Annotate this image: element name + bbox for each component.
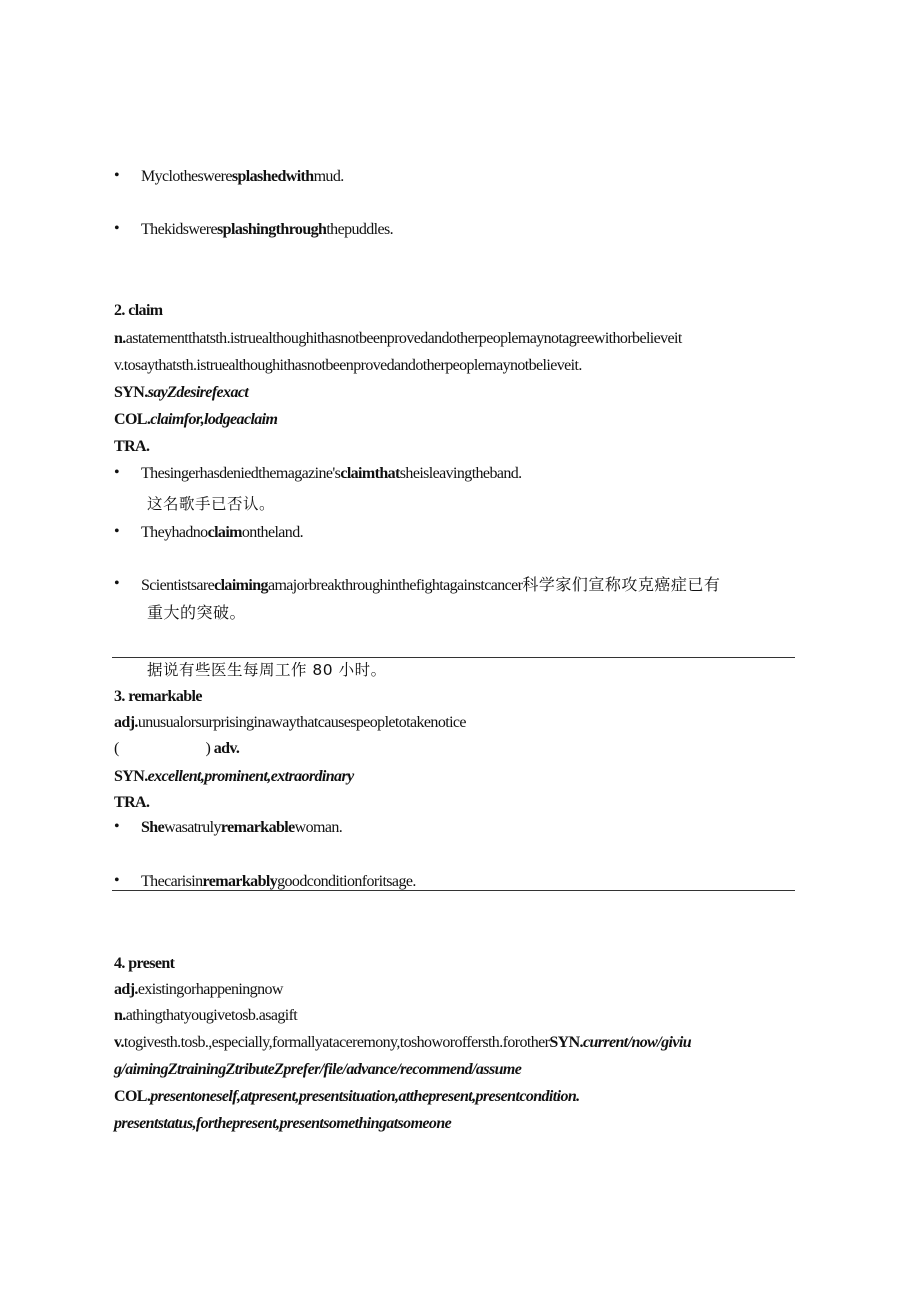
collocation-list: claimfor,lodgeaclaim (150, 411, 278, 428)
example-sentence (141, 872, 416, 892)
synonyms-continued (114, 1060, 521, 1080)
keyword: She (141, 819, 165, 836)
pos-label: n. (114, 330, 126, 347)
collocation-list: presentoneself,atpresent,presentsituation,atthepresent,presentcondition. (150, 1088, 580, 1105)
adverb-blank (114, 739, 239, 759)
translation: 科学家们宣称攻克癌症已有 (522, 575, 721, 594)
text: goodconditionforitsage. (277, 873, 416, 890)
text: ontheland. (241, 524, 304, 541)
bullet: • (114, 872, 120, 889)
bullet: • (114, 220, 120, 237)
noun-definition (114, 329, 682, 349)
synonym-list: excellent,prominent,extraordinary (147, 768, 354, 785)
keyword: claim (207, 524, 242, 541)
synonyms (114, 767, 354, 787)
text: Theyhadno (141, 524, 208, 541)
bullet: • (114, 575, 120, 592)
text: Thesingerhasdeniedthemagazine's (141, 465, 341, 482)
text: mud. (313, 168, 344, 185)
col-label: COL. (114, 1088, 151, 1105)
text: Thecarisin (141, 873, 203, 890)
adj-definition (114, 980, 283, 1000)
text: sheisleavingtheband. (399, 465, 522, 482)
synonym-list: sayZdesirefexact (147, 384, 249, 401)
text: woman. (294, 819, 343, 836)
example-sentence (141, 523, 303, 543)
definition-text: astatementthatsth.istruealthoughithasnotbeenprovedandotherpeoplemaynotagreewithorbelieveit (125, 330, 682, 347)
example-sentence (141, 818, 342, 838)
translation: 这名歌手已否认。 (147, 495, 276, 513)
keyword: splashedwith (231, 168, 314, 185)
entry-heading: 2. claim (114, 302, 163, 319)
text: wasatruly (164, 819, 221, 836)
pos-label: v. (114, 1034, 124, 1051)
pos-label: adj. (114, 981, 138, 998)
blank-open: ( (114, 740, 119, 757)
bullet: • (114, 167, 120, 184)
keyword: claiming (214, 577, 268, 594)
bullet: • (114, 464, 120, 481)
bullet: • (114, 818, 120, 835)
example-sentence (141, 575, 720, 596)
text: Myclotheswere (141, 168, 232, 185)
synonym-list: current/now/giviu (582, 1034, 691, 1051)
text: amajorbreakthroughinthefightagainstcancer (267, 577, 523, 594)
pos-label: adv. (213, 740, 240, 757)
verb-definition: v.tosaythatsth.istruealthoughithasnotbeenprovedandotherpeoplemaynotbelieveit. (114, 357, 582, 374)
collocations (114, 410, 277, 430)
synonym-list: g/aimingZtrainingZtributeZprefer/file/advance/recommend/assume (114, 1061, 522, 1078)
definition-text: athingthatyougivetosb.asagift (125, 1007, 298, 1024)
bullet: • (114, 523, 120, 540)
text: thepuddles. (326, 221, 394, 238)
keyword: splashingthrough (217, 221, 327, 238)
translation: 据说有些医生每周工作 80 小时。 (147, 661, 387, 679)
verb-definition (114, 1033, 691, 1053)
divider (112, 890, 795, 891)
collocations (114, 1087, 580, 1107)
text: Scientistsare (141, 577, 215, 594)
noun-definition (114, 1006, 297, 1026)
col-label: COL. (114, 411, 151, 428)
text: Thekidswere (141, 221, 218, 238)
collocations-continued (114, 1114, 451, 1134)
collocation-list: presentstatus,forthepresent,presentsomethingatsomeone (114, 1115, 452, 1132)
adj-definition (114, 713, 466, 733)
keyword: remarkably (202, 873, 278, 890)
syn-label: SYN. (549, 1034, 583, 1051)
tra-label: TRA. (114, 438, 150, 455)
blank-close: ) (205, 740, 211, 757)
example-sentence (141, 220, 393, 240)
divider (112, 657, 795, 658)
keyword: claimthat (340, 465, 400, 482)
definition-text: unusualorsurprisinginawaythatcausespeopletotakenotice (137, 714, 466, 731)
keyword: remarkable (220, 819, 295, 836)
tra-label: TRA. (114, 794, 150, 811)
example-sentence (141, 464, 522, 484)
entry-heading: 4. present (114, 955, 175, 972)
syn-label: SYN. (114, 384, 148, 401)
entry-heading: 3. remarkable (114, 688, 202, 705)
syn-label: SYN. (114, 768, 148, 785)
pos-label: adj. (114, 714, 138, 731)
definition-text: togivesth.tosb.,especially,formallyataceremony,toshoworoffersth.forother (123, 1034, 550, 1051)
synonyms (114, 383, 248, 403)
pos-label: n. (114, 1007, 126, 1024)
translation: 重大的突破。 (147, 603, 247, 622)
example-sentence (141, 167, 344, 187)
definition-text: existingorhappeningnow (137, 981, 283, 998)
